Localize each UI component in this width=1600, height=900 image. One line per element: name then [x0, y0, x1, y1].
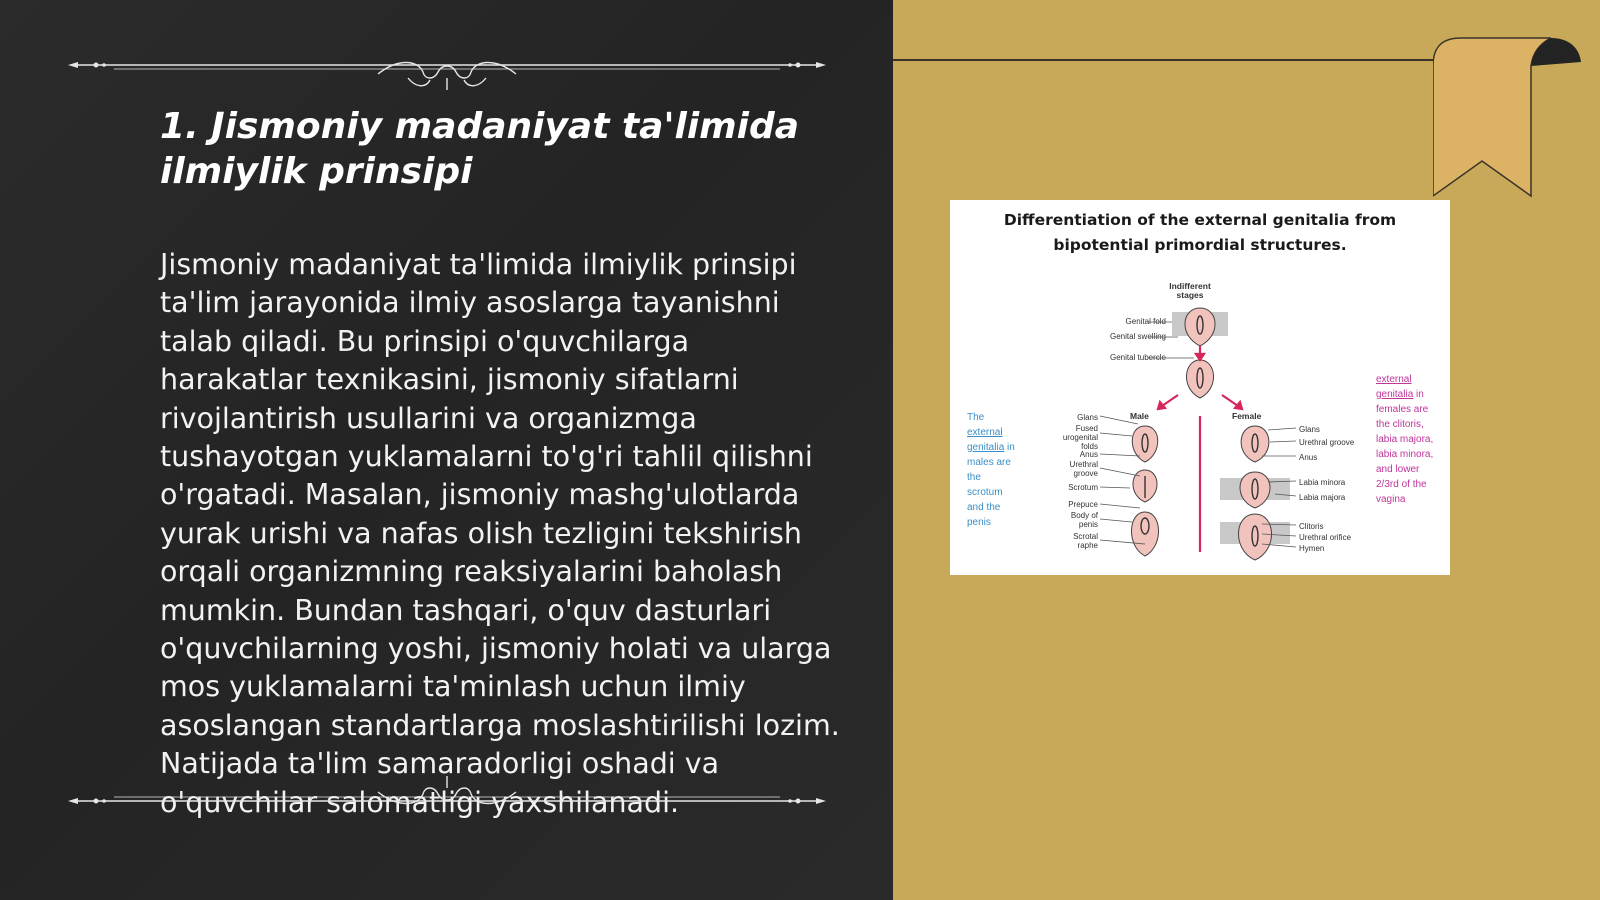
- female-label: Labia minora: [1299, 478, 1346, 487]
- female-label: Clitoris: [1299, 522, 1324, 531]
- gold-decor-panel: [893, 0, 1600, 900]
- male-label: Scrotum: [1068, 483, 1098, 492]
- female-heading: Female: [1232, 411, 1262, 421]
- ornamental-divider-bottom: [68, 776, 826, 826]
- ornamental-divider-top: [68, 40, 826, 90]
- indifferent-label: Genital tubercle: [1109, 353, 1166, 362]
- male-heading: Male: [1130, 411, 1149, 421]
- male-label: Body of penis: [1070, 511, 1098, 529]
- slide-body-text: Jismoniy madaniyat ta'limida ilmiylik prinsipi ta'lim jarayonida ilmiy asoslarga tayanishni talab qiladi. Bu prinsipi o'quvchilarga harakatlar texnikasini, jismoniy sifatlarni rivojlantirish usullarini va organizmga tushayotgan yuklamalarni to'g'ri tahlil qilishni o'rgatadi. Masalan, jismoniy mashg'ulotlarda yurak urishi va nafas olish tezligini tekshirish orqali organizmning reaksiyalarini baholash mumkin. Bundan tashqari, o'quv dasturlari o'quvchilarning yoshi, jismoniy holati va ularga mos yuklamalarni ta'minlash uchun ilmiy asoslangan standartlarga moslashtirilishi lozim. Natijada ta'lim samaradorligi oshadi va o'quvchilar salomatligi yaxshilanadi.: [160, 248, 840, 819]
- male-label: Prepuce: [1068, 500, 1098, 509]
- female-label: Hymen: [1299, 544, 1325, 553]
- stage-label: Indifferent stages: [1169, 281, 1211, 300]
- male-label: Glans: [1077, 413, 1098, 422]
- male-label: Fused urogenital folds: [1062, 424, 1098, 451]
- slide-title: 1. Jismoniy madaniyat ta'limida ilmiylik prinsipi: [160, 106, 800, 192]
- anatomy-figure: [950, 200, 1450, 575]
- male-label: Urethral groove: [1069, 460, 1098, 478]
- female-label: Urethral groove: [1299, 438, 1355, 447]
- female-label: Urethral orifice: [1299, 533, 1352, 542]
- indifferent-label: Genital fold: [1125, 317, 1166, 326]
- female-label: Glans: [1299, 425, 1320, 434]
- bookmark-ribbon-icon: [1433, 36, 1600, 198]
- male-label: Scrotal raphe: [1073, 532, 1098, 550]
- indifferent-label: Genital swelling: [1109, 332, 1166, 341]
- female-label: Anus: [1299, 453, 1318, 462]
- male-label: Anus: [1079, 450, 1098, 459]
- male-note: The external genitalia in males are the scrotum and the penis: [967, 412, 1015, 528]
- figure-title: Differentiation of the external genitalia from bipotential primordial structures.: [1003, 211, 1397, 254]
- female-label: Labia majora: [1299, 493, 1346, 502]
- female-note: external genitalia in females are the clitoris, labia majora, labia minora, and lower 2/3rd of the vagina: [1376, 374, 1434, 505]
- anatomy-illustration: [950, 200, 1450, 575]
